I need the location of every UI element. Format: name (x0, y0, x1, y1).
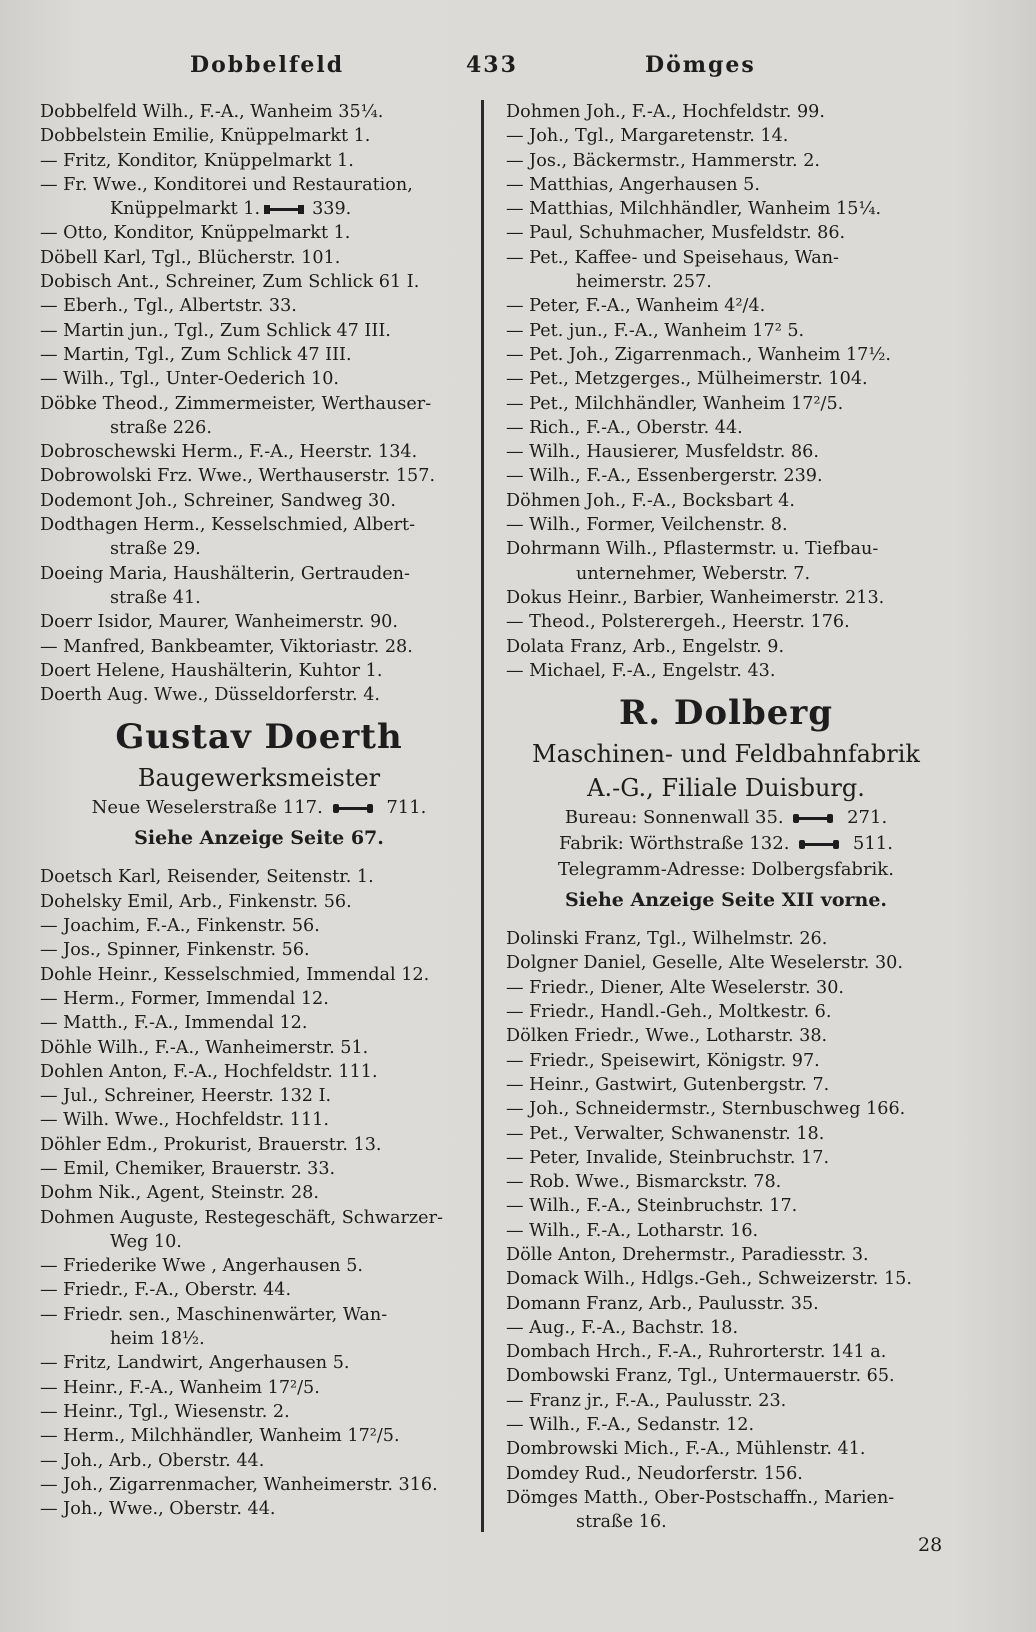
directory-entry: — Eberh., Tgl., Albertstr. 33. (40, 296, 297, 317)
entry-list-d (506, 927, 946, 1534)
directory-entry: — Manfred, Bankbeamter, Viktoriastr. 28. (40, 636, 413, 657)
directory-entry: — Joh., Tgl., Margaretenstr. 14. (506, 126, 789, 147)
ad-subtitle: A.-G., Filiale Duisburg. (587, 774, 865, 803)
ad-address-line (40, 795, 478, 821)
directory-entry: Dombach Hrch., F.-A., Ruhrorterstr. 141 a. (506, 1342, 887, 1363)
directory-entry: — Wilh., F.-A., Sedanstr. 12. (506, 1415, 755, 1436)
directory-entry: — Emil, Chemiker, Brauerstr. 33. (40, 1158, 336, 1179)
directory-entry: — Friedr. sen., Maschinenwärter, Wan- (40, 1304, 388, 1325)
directory-entry: — Peter, Invalide, Steinbruchstr. 17. (506, 1147, 830, 1168)
directory-entry: — Wilh., Tgl., Unter-Oederich 10. (40, 369, 340, 390)
entry-list-a (40, 100, 478, 707)
telephone-receiver-icon (264, 204, 308, 215)
directory-entry: — Wilh., F.-A., Essenbergerstr. 239. (506, 466, 823, 487)
directory-entry: — Friedr., Speisewirt, Königstr. 97. (506, 1050, 820, 1071)
directory-entry: Döbell Karl, Tgl., Blücherstr. 101. (40, 247, 341, 268)
directory-entry: straße 226. (110, 417, 212, 438)
directory-entry: — Herm., Milchhändler, Wanheim 17²/5. (40, 1426, 400, 1447)
directory-entry: — Otto, Konditor, Knüppelmarkt 1. (40, 223, 351, 244)
telephone-receiver-icon (793, 813, 837, 824)
directory-entry: Dohmen Joh., F.-A., Hochfeldstr. 99. (506, 102, 825, 122)
header-first-name: Dobbelfeld (190, 52, 345, 78)
left-column (40, 100, 478, 1521)
directory-entry: Knüppelmarkt 1. 339. (110, 199, 352, 220)
directory-entry: — Herm., Former, Immendal 12. (40, 988, 329, 1009)
right-column (506, 100, 946, 1535)
directory-entry: — Franz jr., F.-A., Paulusstr. 23. (506, 1390, 787, 1411)
directory-entry: Dolgner Daniel, Geselle, Alte Weselerstr. 30. (506, 953, 903, 974)
directory-entry: — Friedr., Handl.-Geh., Moltkestr. 6. (506, 1002, 832, 1023)
directory-entry: Dobroschewski Herm., F.-A., Heerstr. 134. (40, 442, 418, 463)
directory-entry: — Wilh., F.-A., Lotharstr. 16. (506, 1220, 759, 1241)
directory-entry: heimerstr. 257. (576, 272, 712, 293)
directory-entry: — Martin, Tgl., Zum Schlick 47 III. (40, 344, 352, 365)
directory-entry: — Matth., F.-A., Immendal 12. (40, 1013, 308, 1034)
ad-phone: 511. (852, 833, 893, 855)
directory-entry: Doerr Isidor, Maurer, Wanheimerstr. 90. (40, 612, 398, 633)
directory-entry: straße 16. (576, 1512, 667, 1533)
directory-entry: — Rob. Wwe., Bismarckstr. 78. (506, 1172, 782, 1193)
directory-entry: Dohmen Auguste, Restegeschäft, Schwarzer- (40, 1207, 443, 1228)
column-divider (481, 100, 484, 1532)
directory-entry: — Matthias, Milchhändler, Wanheim 15¼. (506, 199, 882, 220)
directory-entry: heim 18½. (110, 1329, 205, 1350)
directory-entry: — Pet. jun., F.-A., Wanheim 17² 5. (506, 320, 805, 341)
ad-see-reference: Siehe Anzeige Seite 67. (134, 827, 384, 850)
ad-telegram: Telegramm-Adresse: Dolbergsfabrik. (558, 859, 894, 881)
directory-entry: — Joh., Zigarrenmacher, Wanheimerstr. 316. (40, 1474, 438, 1495)
directory-entry: — Matthias, Angerhausen 5. (506, 174, 760, 195)
entry-list-c (506, 100, 946, 683)
directory-entry: Dokus Heinr., Barbier, Wanheimerstr. 213. (506, 587, 885, 608)
directory-entry: unternehmer, Weberstr. 7. (576, 563, 811, 584)
directory-entry: — Friederike Wwe , Angerhausen 5. (40, 1256, 363, 1277)
directory-entry: straße 41. (110, 587, 201, 608)
directory-entry: Dodthagen Herm., Kesselschmied, Albert- (40, 515, 416, 536)
ad-fabrik-line (506, 831, 946, 857)
directory-entry: Weg 10. (110, 1231, 182, 1252)
directory-entry: straße 29. (110, 539, 201, 560)
directory-entry: — Pet. Joh., Zigarrenmach., Wanheim 17½. (506, 344, 892, 365)
ad-subtitle: Maschinen- und Feldbahnfabrik (532, 740, 920, 769)
ad-title: Gustav Doerth (115, 717, 403, 758)
directory-entry: — Wilh., Hausierer, Musfeldstr. 86. (506, 442, 819, 463)
directory-entry: Dohrmann Wilh., Pflastermstr. u. Tiefbau- (506, 539, 879, 560)
directory-entry: — Heinr., Tgl., Wiesenstr. 2. (40, 1401, 290, 1422)
directory-entry: — Friedr., Diener, Alte Weselerstr. 30. (506, 977, 845, 998)
directory-entry: Dolinski Franz, Tgl., Wilhelmstr. 26. (506, 929, 828, 950)
directory-entry: — Pet., Verwalter, Schwanenstr. 18. (506, 1123, 825, 1144)
directory-entry: — Fritz, Landwirt, Angerhausen 5. (40, 1353, 350, 1374)
directory-entry: — Wilh., F.-A., Steinbruchstr. 17. (506, 1196, 798, 1217)
directory-entry: Dohm Nik., Agent, Steinstr. 28. (40, 1183, 319, 1204)
directory-entry: — Joh., Arb., Oberstr. 44. (40, 1450, 265, 1471)
header-page-number: 433 (466, 52, 518, 78)
directory-entry: — Paul, Schuhmacher, Musfeldstr. 86. (506, 223, 846, 244)
telephone-receiver-icon (333, 803, 377, 814)
directory-entry: — Wilh., Former, Veilchenstr. 8. (506, 515, 788, 536)
directory-entry: — Joachim, F.-A., Finkenstr. 56. (40, 916, 320, 937)
directory-entry: — Heinr., F.-A., Wanheim 17²/5. (40, 1377, 320, 1398)
ad-see-reference: Siehe Anzeige Seite XII vorne. (564, 889, 888, 912)
ad-profession: Baugewerksmeister (137, 764, 381, 793)
ad-phone: 711. (386, 797, 427, 819)
phone-number: 339. (312, 199, 352, 220)
directory-entry: — Pet., Milchhändler, Wanheim 17²/5. (506, 393, 844, 414)
directory-entry: Dobisch Ant., Schreiner, Zum Schlick 61 I. (40, 272, 420, 293)
ad-phone: 271. (847, 807, 888, 829)
directory-entry: — Fr. Wwe., Konditorei und Restauration, (40, 174, 413, 195)
directory-entry: — Martin jun., Tgl., Zum Schlick 47 III. (40, 320, 391, 341)
directory-entry: Dobbelstein Emilie, Knüppelmarkt 1. (40, 126, 371, 147)
directory-entry: — Rich., F.-A., Oberstr. 44. (506, 417, 743, 438)
header-last-name: Dömges (645, 52, 756, 78)
directory-entry: — Joh., Schneidermstr., Sternbuschweg 166. (506, 1099, 906, 1120)
directory-entry: Dohle Heinr., Kesselschmied, Immendal 12. (40, 964, 430, 985)
directory-entry: Doerth Aug. Wwe., Düsseldorferstr. 4. (40, 685, 381, 706)
directory-entry: Dölken Friedr., Wwe., Lotharstr. 38. (506, 1026, 828, 1047)
directory-entry: — Joh., Wwe., Oberstr. 44. (40, 1499, 276, 1520)
directory-entry: Dombrowski Mich., F.-A., Mühlenstr. 41. (506, 1439, 866, 1460)
page-footer-number: 28 (918, 1534, 943, 1556)
telephone-receiver-icon (799, 839, 843, 850)
ad-title: R. Dolberg (618, 693, 834, 734)
directory-entry: Dodemont Joh., Schreiner, Sandweg 30. (40, 490, 396, 511)
ad-bureau-line (506, 805, 946, 831)
directory-entry: — Theod., Polsterergeh., Heerstr. 176. (506, 612, 850, 633)
directory-entry: Dobrowolski Frz. Wwe., Werthauserstr. 157. (40, 466, 436, 487)
directory-entry: Dohelsky Emil, Arb., Finkenstr. 56. (40, 891, 352, 912)
directory-entry: Domack Wilh., Hdlgs.-Geh., Schweizerstr. 15. (506, 1269, 912, 1290)
directory-entry: Döbke Theod., Zimmermeister, Werthauser- (40, 393, 432, 414)
ad-fabrik: Fabrik: Wörthstraße 132. (559, 833, 790, 855)
ad-address: Neue Weselerstraße 117. (91, 797, 323, 819)
directory-entry: Dombowski Franz, Tgl., Untermauerstr. 65. (506, 1366, 895, 1387)
directory-entry: Dolata Franz, Arb., Engelstr. 9. (506, 636, 785, 657)
ad-dolberg (506, 683, 946, 927)
entry-list-b (40, 865, 478, 1521)
directory-entry: — Jos., Spinner, Finkenstr. 56. (40, 940, 310, 961)
directory-entry: Döhler Edm., Prokurist, Brauerstr. 13. (40, 1134, 382, 1155)
directory-entry: Dobbelfeld Wilh., F.-A., Wanheim 35¼. (40, 102, 384, 122)
directory-entry: — Jos., Bäckermstr., Hammerstr. 2. (506, 150, 820, 171)
directory-entry: — Fritz, Konditor, Knüppelmarkt 1. (40, 150, 354, 171)
ad-bureau: Bureau: Sonnenwall 35. (564, 807, 784, 829)
directory-entry: Dömges Matth., Ober-Postschaffn., Marien- (506, 1487, 895, 1508)
directory-entry: — Michael, F.-A., Engelstr. 43. (506, 660, 776, 681)
directory-entry: — Heinr., Gastwirt, Gutenbergstr. 7. (506, 1074, 830, 1095)
directory-entry: Domann Franz, Arb., Paulusstr. 35. (506, 1293, 819, 1314)
directory-entry: Döhle Wilh., F.-A., Wanheimerstr. 51. (40, 1037, 369, 1058)
directory-entry: Domdey Rud., Neudorferstr. 156. (506, 1463, 803, 1484)
directory-entry: Doert Helene, Haushälterin, Kuhtor 1. (40, 660, 383, 681)
directory-entry: — Pet., Kaffee- und Speisehaus, Wan- (506, 247, 839, 268)
directory-entry: — Pet., Metzgerges., Mülheimerstr. 104. (506, 369, 868, 390)
directory-entry: Doeing Maria, Haushälterin, Gertrauden- (40, 563, 410, 584)
ad-doerth (40, 707, 478, 865)
directory-entry: Dölle Anton, Drehermstr., Paradiesstr. 3. (506, 1244, 869, 1265)
directory-entry: — Friedr., F.-A., Oberstr. 44. (40, 1280, 292, 1301)
directory-entry: — Wilh. Wwe., Hochfeldstr. 111. (40, 1110, 329, 1131)
directory-entry: — Jul., Schreiner, Heerstr. 132 I. (40, 1086, 332, 1107)
directory-entry: Doetsch Karl, Reisender, Seitenstr. 1. (40, 867, 374, 888)
directory-entry: — Aug., F.-A., Bachstr. 18. (506, 1317, 739, 1338)
directory-entry: Dohlen Anton, F.-A., Hochfeldstr. 111. (40, 1061, 378, 1082)
directory-entry: Döhmen Joh., F.-A., Bocksbart 4. (506, 490, 795, 511)
directory-entry: — Peter, F.-A., Wanheim 4²/4. (506, 296, 766, 317)
